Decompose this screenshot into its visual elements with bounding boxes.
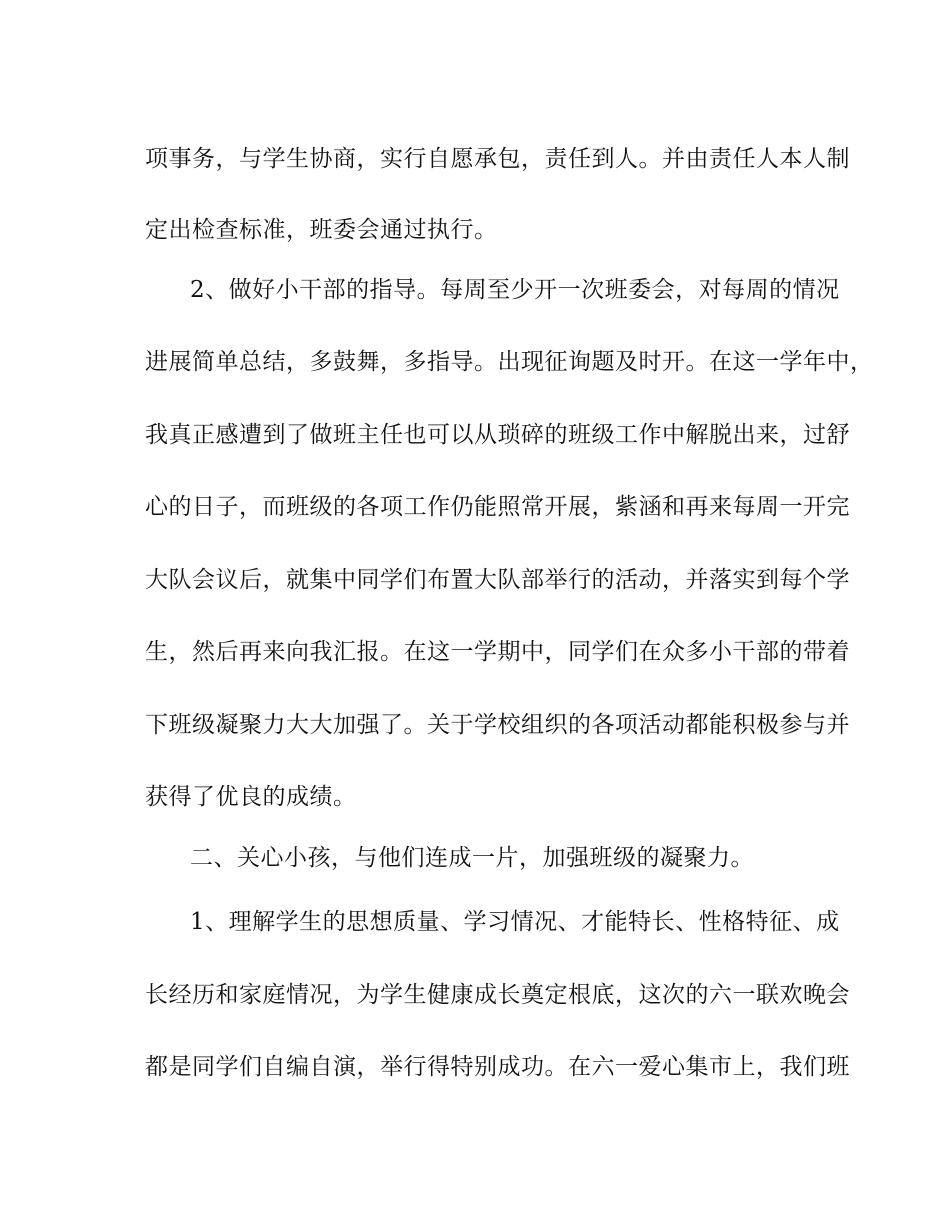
text-line: 长经历和家庭情况，为学生健康成长奠定根底，这次的六一联欢晚会: [145, 982, 850, 1008]
paragraph-start-line: 2、做好小干部的指导。每周至少开一次班委会，对每周的情况: [190, 277, 840, 303]
paragraph-start-line: 1、理解学生的思想质量、学习情况、才能特长、性格特征、成: [190, 909, 840, 935]
section-heading-line: 二、关心小孩，与他们连成一片，加强班级的凝聚力。: [190, 845, 754, 871]
text-line: 定出检查标准，班委会通过执行。: [145, 217, 498, 243]
text-line: 心的日子，而班级的各项工作仍能照常开展，紫涵和再来每周一开完: [145, 494, 850, 520]
text-line: 项事务，与学生协商，实行自愿承包，责任到人。并由责任人本人制: [145, 146, 850, 172]
text-line: 我真正感遭到了做班主任也可以从琐碎的班级工作中解脱出来，过舒: [145, 422, 850, 448]
text-line: 大队会议后，就集中同学们布置大队部举行的活动，并落实到每个学: [145, 567, 850, 593]
text-line: 都是同学们自编自演，举行得特别成功。在六一爱心集市上，我们班: [145, 1054, 850, 1080]
text-line: 进展简单总结，多鼓舞，多指导。出现征询题及时开。在这一学年中，: [145, 349, 874, 375]
text-line: 生，然后再来向我汇报。在这一学期中，同学们在众多小干部的带着: [145, 639, 850, 665]
text-line: 获得了优良的成绩。: [145, 784, 357, 810]
text-line: 下班级凝聚力大大加强了。关于学校组织的各项活动都能积极参与并: [145, 712, 850, 738]
